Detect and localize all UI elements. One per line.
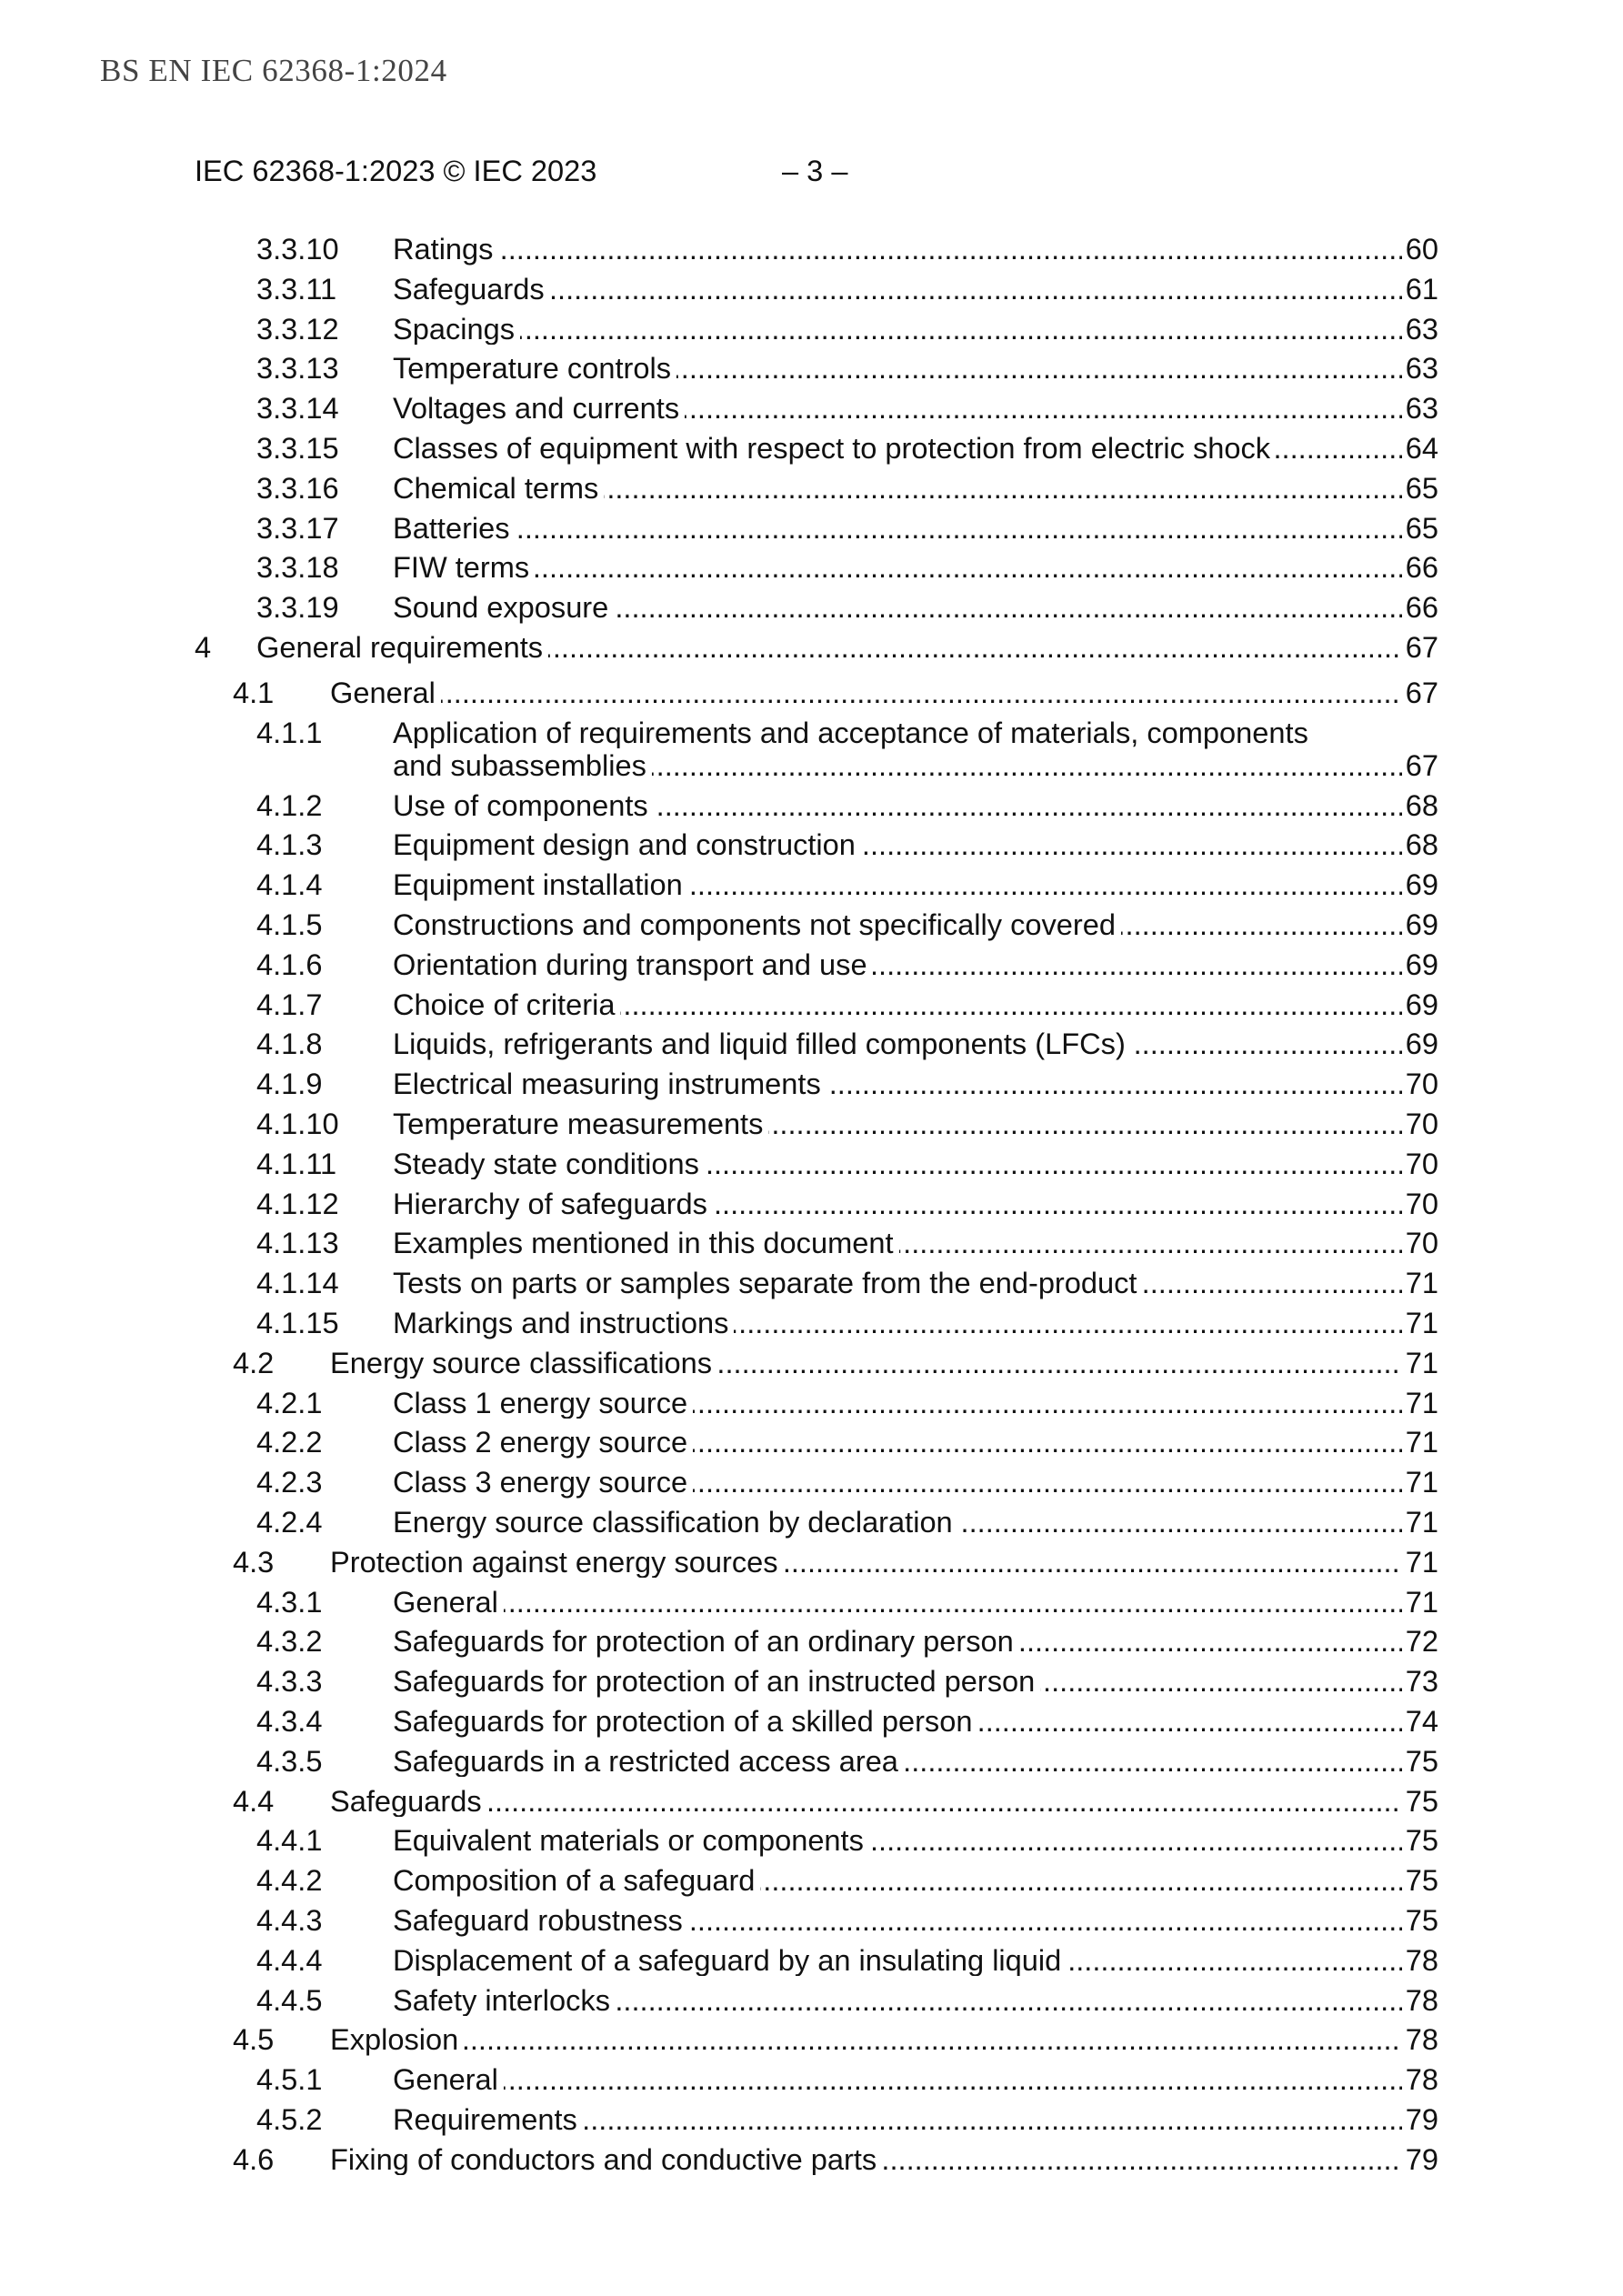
toc-entry-page: 72 (1402, 1625, 1438, 1658)
toc-entry-number: 4.2.3 (256, 1465, 323, 1499)
toc-entry (0, 468, 1438, 508)
toc-entry-number: 4.1.15 (256, 1305, 339, 1339)
toc-entry (0, 825, 1438, 865)
toc-entry-number: 4.4.1 (256, 1823, 323, 1858)
toc-entry (0, 508, 1438, 548)
toc-entry-body (393, 1028, 1438, 1060)
toc-entry-page: 66 (1402, 551, 1438, 584)
toc-entry (0, 388, 1438, 428)
toc-entry-number: 4.1.7 (256, 987, 323, 1021)
toc-entry-number: 4.1.12 (256, 1186, 339, 1220)
toc-entry (0, 428, 1438, 468)
toc-entry-body (393, 988, 1438, 1021)
toc-entry-title: Sound exposure ..... (393, 591, 614, 624)
toc-entry-title: Protection against energy sources ..... (330, 1546, 784, 1579)
toc-entry-body (393, 2103, 1438, 2136)
toc-entry-title: Safety interlocks ..... (393, 1984, 616, 2017)
toc-entry-number: 4.2 (233, 1345, 275, 1379)
toc-entry-page: 75 (1402, 1745, 1438, 1778)
page-number: – 3 – (782, 154, 848, 187)
toc-entry-number: 4.2.1 (256, 1385, 323, 1419)
toc-entry-number: 4.4.2 (256, 1863, 323, 1898)
toc-entry (0, 1980, 1438, 2020)
toc-entry-body (330, 1546, 1438, 1579)
toc-entry (0, 1940, 1438, 1980)
toc-entry-title: Markings and instructions ..... (393, 1307, 734, 1339)
toc-entry (0, 1383, 1438, 1423)
toc-entry-body (393, 1824, 1438, 1857)
toc-entry (0, 2060, 1438, 2100)
toc-entry-page: 79 (1402, 2103, 1438, 2136)
toc-entry-page: 61 (1402, 273, 1438, 306)
toc-entry (0, 229, 1438, 269)
toc-entry-number: 4.1.2 (256, 787, 323, 822)
toc-entry-title: Class 1 energy source ..... (393, 1387, 693, 1419)
toc-entry-page: 75 (1402, 1824, 1438, 1857)
toc-entry-page: 69 (1402, 868, 1438, 901)
toc-entry (0, 945, 1438, 985)
toc-entry-title: General requirements ..... (256, 631, 548, 664)
running-header-copyright: IEC 62368-1:2023 © IEC 2023 (195, 154, 597, 187)
toc-entry (0, 1820, 1438, 1860)
toc-entry-number: 4.2.4 (256, 1504, 323, 1539)
toc-entry-body (330, 1785, 1438, 1818)
toc-entry-title: Batteries ..... (393, 512, 516, 545)
toc-entry (0, 547, 1438, 587)
toc-entry-body (393, 392, 1438, 425)
toc-entry-body (393, 432, 1438, 465)
toc-entry-body (393, 1227, 1438, 1259)
toc-entry (0, 309, 1438, 349)
toc-entry-title: Class 2 energy source ..... (393, 1426, 693, 1459)
toc-entry-number: 4.3 (233, 1544, 275, 1579)
toc-entry-page: 60 (1402, 233, 1438, 266)
toc-entry-page: 66 (1402, 591, 1438, 624)
toc-entry-title: Safeguards for protection of a skilled person ..... (393, 1705, 977, 1738)
toc-entry-number: 4.4.4 (256, 1942, 323, 1977)
toc-entry-page: 63 (1402, 392, 1438, 425)
toc-entry (0, 1343, 1438, 1383)
toc-entry-page: 71 (1402, 1466, 1438, 1499)
toc-entry-page: 73 (1402, 1665, 1438, 1698)
document-identifier: BS EN IEC 62368-1:2024 (100, 53, 447, 88)
toc-entry-page: 68 (1402, 789, 1438, 822)
toc-entry-title: Class 3 energy source ..... (393, 1466, 693, 1499)
toc-entry-body (393, 1665, 1438, 1698)
toc-entry-title: Chemical terms ..... (393, 472, 604, 505)
toc-entry-body (393, 1864, 1438, 1897)
toc-entry (0, 1900, 1438, 1940)
toc-entry-number: 4.3.1 (256, 1584, 323, 1619)
toc-entry-page: 63 (1402, 313, 1438, 346)
toc-entry-page: 78 (1402, 1944, 1438, 1977)
toc-entry-title: Use of components ..... (393, 789, 654, 822)
toc-entry-title: Explosion ..... (330, 2023, 464, 2056)
toc-entry-page: 71 (1402, 1426, 1438, 1459)
toc-entry-page: 71 (1402, 1546, 1438, 1579)
toc-entry-page: 75 (1402, 1904, 1438, 1937)
toc-entry-title: Displacement of a safeguard by an insulating liquid ..... (393, 1944, 1067, 1977)
toc-entry-number: 4.6 (233, 2141, 275, 2176)
toc-entry-body (393, 1984, 1438, 2017)
toc-entry-body (393, 512, 1438, 545)
toc-entry-page: 75 (1402, 1785, 1438, 1818)
toc-entry-number: 3.3.13 (256, 351, 339, 386)
toc-entry-number: 4.1.4 (256, 867, 323, 902)
toc-entry-body (393, 948, 1438, 981)
toc-entry-number: 4.1.8 (256, 1027, 323, 1061)
toc-entry-page: 78 (1402, 2063, 1438, 2096)
toc-entry-page: 65 (1402, 472, 1438, 505)
toc-entry (0, 1542, 1438, 1582)
toc-entry-body (393, 233, 1438, 266)
toc-entry (0, 1184, 1438, 1224)
toc-entry-page: 70 (1402, 1148, 1438, 1180)
toc-entry-title: Fixing of conductors and conductive parts ..... (330, 2143, 882, 2176)
toc-entry-body (393, 1307, 1438, 1339)
toc-entry (0, 269, 1438, 309)
toc-entry-page: 67 (1402, 677, 1438, 709)
toc-entry-page: 71 (1402, 1267, 1438, 1299)
toc-entry-body (330, 677, 1438, 709)
toc-entry (0, 1223, 1438, 1263)
toc-entry-number: 4.1.14 (256, 1266, 339, 1300)
toc-entry-page: 69 (1402, 948, 1438, 981)
toc-entry-number: 4.1.13 (256, 1226, 339, 1260)
toc-entry (0, 1780, 1438, 1820)
toc-entry-number: 4.1.6 (256, 947, 323, 981)
toc-entry-page: 75 (1402, 1864, 1438, 1897)
toc-entry-page: 74 (1402, 1705, 1438, 1738)
toc-entry (0, 627, 1438, 667)
toc-entry (0, 1701, 1438, 1741)
toc-entry (0, 348, 1438, 388)
toc-entry-body (393, 1625, 1438, 1658)
toc-entry-page: 70 (1402, 1227, 1438, 1259)
toc-entry (0, 1263, 1438, 1303)
toc-entry-title: Safeguards ..... (330, 1785, 487, 1818)
toc-entry (0, 2100, 1438, 2140)
toc-entry-title: Safeguards in a restricted access area ..... (393, 1745, 904, 1778)
toc-entry-body (393, 717, 1438, 781)
toc-entry-number: 4.2.2 (256, 1425, 323, 1459)
toc-entry-page: 70 (1402, 1188, 1438, 1220)
toc-entry (0, 985, 1438, 1025)
toc-entry (0, 905, 1438, 945)
toc-entry-body (393, 1108, 1438, 1140)
toc-entry-title: Safeguards for protection of an instructed person ..... (393, 1665, 1040, 1698)
toc-entry-number: 4.3.2 (256, 1624, 323, 1659)
toc-entry-number: 4.5.2 (256, 2101, 323, 2136)
toc-entry-title: Liquids, refrigerants and liquid filled components (LFCs) ..... (393, 1028, 1131, 1060)
toc-entry-body (393, 2063, 1438, 2096)
toc-entry (0, 1064, 1438, 1104)
toc-entry-body (393, 1745, 1438, 1778)
toc-entry-body (393, 908, 1438, 941)
toc-entry-page: 71 (1402, 1387, 1438, 1419)
toc-entry-body (393, 273, 1438, 306)
toc-entry-number: 3.3.12 (256, 311, 339, 346)
toc-entry-title: General ..... (393, 1586, 504, 1619)
toc-entry-title: General ..... (393, 2063, 504, 2096)
toc-entry-title: General ..... (330, 677, 441, 709)
toc-entry-body (393, 1068, 1438, 1100)
toc-entry-number: 3.3.17 (256, 510, 339, 545)
toc-entry (0, 1462, 1438, 1502)
toc-entry-page: 71 (1402, 1307, 1438, 1339)
toc-entry-page: 69 (1402, 908, 1438, 941)
toc-entry-page: 71 (1402, 1347, 1438, 1379)
toc-entry-number: 4.4.5 (256, 1982, 323, 2017)
toc-entry-number: 4.1.3 (256, 827, 323, 862)
toc-entry-number: 3.3.11 (256, 271, 337, 306)
toc-entry-title: FIW terms ..... (393, 551, 535, 584)
toc-entry-number: 4.1.10 (256, 1106, 339, 1140)
toc-entry-body (393, 591, 1438, 624)
toc-entry (0, 865, 1438, 905)
toc-entry (0, 1621, 1438, 1661)
toc-entry-title: Equivalent materials or components ..... (393, 1824, 869, 1857)
toc-entry-title: Steady state conditions ..... (393, 1148, 705, 1180)
toc-entry-title: Hierarchy of safeguards ..... (393, 1188, 713, 1220)
toc-entry (0, 1104, 1438, 1144)
toc-entry-title: Energy source classifications ..... (330, 1347, 717, 1379)
toc-entry-body (393, 352, 1438, 385)
toc-entry-body (393, 828, 1438, 861)
toc-entry-page: 69 (1402, 988, 1438, 1021)
toc-entry-title: Examples mentioned in this document ..... (393, 1227, 899, 1259)
toc-entry-page: 79 (1402, 2143, 1438, 2176)
toc-entry-title: Safeguard robustness ..... (393, 1904, 688, 1937)
toc-entry (0, 587, 1438, 627)
toc-entry (0, 1024, 1438, 1064)
toc-entry-number: 4.1.11 (256, 1146, 337, 1180)
toc-entry-page: 78 (1402, 1984, 1438, 2017)
toc-entry-body (330, 2143, 1438, 2176)
toc-entry (0, 1144, 1438, 1184)
toc-entry (0, 786, 1438, 826)
toc-entry-title: Choice of criteria ..... (393, 988, 620, 1021)
toc-entry-body (393, 1426, 1438, 1459)
toc-entry-page: 67 (1402, 749, 1438, 782)
toc-entry (0, 2140, 1438, 2180)
toc-entry-title: Energy source classification by declaration ..... (393, 1506, 958, 1539)
toc-entry-number: 4.3.5 (256, 1743, 323, 1778)
toc-entry-body (393, 313, 1438, 346)
toc-entry (0, 1303, 1438, 1343)
toc-entry-title: Requirements ..... (393, 2103, 583, 2136)
toc-entry (0, 1661, 1438, 1701)
toc-entry-title: Safeguards for protection of an ordinary person ..... (393, 1625, 1019, 1658)
toc-entry-number: 4.4.3 (256, 1902, 323, 1937)
toc-entry-number: 3.3.19 (256, 590, 339, 625)
toc-entry-page: 64 (1402, 432, 1438, 465)
toc-entry-number: 3.3.15 (256, 431, 339, 466)
toc-entry-body (393, 1267, 1438, 1299)
toc-entry-body (393, 1387, 1438, 1419)
toc-entry-number: 4.1.9 (256, 1067, 323, 1101)
toc-entry-page: 70 (1402, 1068, 1438, 1100)
toc-entry (0, 1741, 1438, 1781)
toc-entry-title: Temperature controls ..... (393, 352, 676, 385)
toc-entry-title: Equipment design and construction ..... (393, 828, 861, 861)
toc-entry-body (393, 1705, 1438, 1738)
toc-entry-body (393, 472, 1438, 505)
toc-entry (0, 1582, 1438, 1622)
toc-entry-page: 63 (1402, 352, 1438, 385)
toc-entry-number: 4.5 (233, 2022, 275, 2057)
toc-entry-number: 4.1 (233, 676, 275, 710)
toc-entry (0, 2020, 1438, 2060)
toc-entry-title: Ratings ..... (393, 233, 498, 266)
toc-entry-number: 4.5.1 (256, 2062, 323, 2097)
toc-entry-page: 71 (1402, 1586, 1438, 1619)
toc-entry (0, 1860, 1438, 1900)
toc-entry (0, 713, 1438, 786)
toc-entry-number: 4.1.5 (256, 907, 323, 941)
toc-entry-body (393, 1148, 1438, 1180)
toc-entry-number: 3.3.18 (256, 550, 339, 585)
toc-entry-title: Constructions and components not specifically covered ..... (393, 908, 1121, 941)
toc-entry-body (393, 1944, 1438, 1977)
toc-entry (0, 673, 1438, 713)
toc-entry-body (393, 1586, 1438, 1619)
toc-entry-body (256, 631, 1438, 664)
toc-entry-title: Electrical measuring instruments ..... (393, 1068, 827, 1100)
toc-entry-page: 65 (1402, 512, 1438, 545)
toc-entry-body (393, 1506, 1438, 1539)
toc-entry-number: 4.3.4 (256, 1703, 323, 1738)
toc-entry-page: 67 (1402, 631, 1438, 664)
toc-entry-page: 69 (1402, 1028, 1438, 1060)
toc-entry-title: Equipment installation ..... (393, 868, 688, 901)
toc-entry-body (393, 868, 1438, 901)
toc-entry-body (393, 1188, 1438, 1220)
toc-entry-number: 4 (195, 630, 212, 665)
toc-entry-title: Voltages and currents ..... (393, 392, 685, 425)
toc-entry-title: Temperature measurements ..... (393, 1108, 768, 1140)
toc-entry (0, 1422, 1438, 1462)
toc-entry-body (330, 2023, 1438, 2056)
toc-entry (0, 1502, 1438, 1542)
toc-entry-page: 68 (1402, 828, 1438, 861)
toc-entry-title: Application of requirements and acceptance of materials, components and subassemblies ..... (393, 717, 1308, 781)
toc-entry-number: 3.3.16 (256, 470, 339, 505)
toc-entry-title: Composition of a safeguard ..... (393, 1864, 760, 1897)
toc-entry-body (393, 551, 1438, 584)
toc-entry-body (393, 1904, 1438, 1937)
toc-entry-number: 4.4 (233, 1783, 275, 1818)
table-of-contents (0, 229, 1438, 2179)
toc-entry-title: Tests on parts or samples separate from the end-product ..... (393, 1267, 1142, 1299)
toc-entry-body (393, 1466, 1438, 1499)
toc-entry-title: Classes of equipment with respect to protection from electric shock ..... (393, 432, 1276, 465)
toc-entry-number: 4.3.3 (256, 1664, 323, 1699)
toc-entry-page: 78 (1402, 2023, 1438, 2056)
toc-entry-page: 71 (1402, 1506, 1438, 1539)
toc-entry-title: Orientation during transport and use ..... (393, 948, 873, 981)
toc-entry-number: 3.3.14 (256, 391, 339, 426)
toc-entry-number: 3.3.10 (256, 232, 339, 266)
toc-entry-body (393, 789, 1438, 822)
toc-entry-title: Spacings ..... (393, 313, 520, 346)
toc-entry-title: Safeguards ..... (393, 273, 550, 306)
toc-entry-body (330, 1347, 1438, 1379)
toc-entry-number: 4.1.1 (256, 716, 323, 750)
toc-entry-page: 70 (1402, 1108, 1438, 1140)
